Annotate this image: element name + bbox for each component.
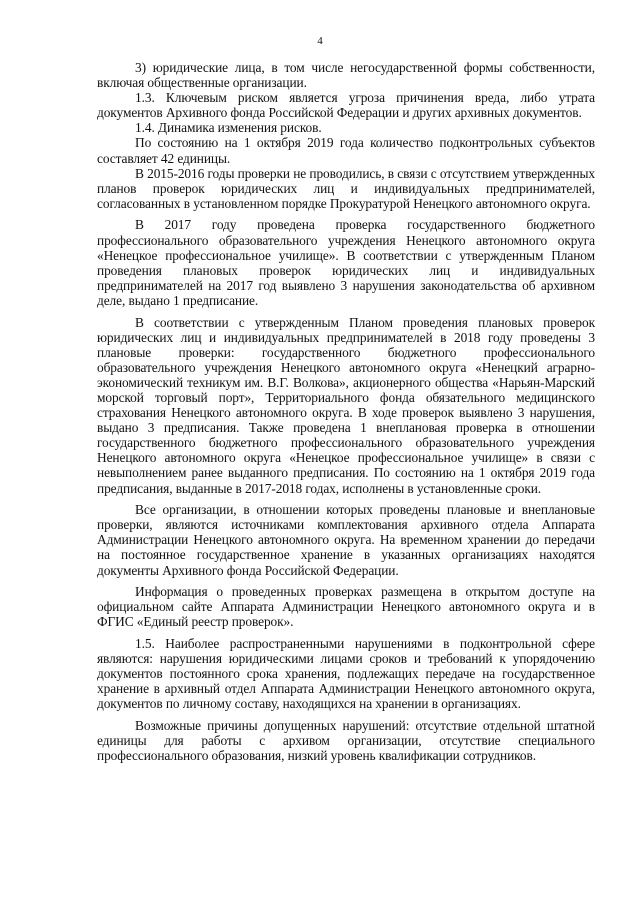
- paragraph-key-risk: 1.3. Ключевым риском является угроза причинения вреда, либо утрата документов Архивного фонда Российской Федерации и других архивных документов.: [97, 90, 595, 121]
- document-body: [97, 60, 595, 770]
- paragraph-common-violations: 1.5. Наиболее распространенными нарушениями в подконтрольной сфере являются: нарушения юридическими лицами сроков и требований к упорядочению документов постоянного срока хранения, подлежащих передаче на государственное хранение в архивный отдел Аппарата Администрации Ненецкого автономного округа, документов по личному составу, находящихся на хранении в организациях.: [97, 635, 595, 712]
- paragraph-2018: В соответствии с утвержденным Планом проведения плановых проверок юридических лиц и индивидуальных предпринимателей в 2018 году проведены 3 плановые проверки: государственного бюджетного профессионального образовательного учреждения Ненецкого автономного округа «Ненецкий аграрно-экономический техникум им. В.Г. Волкова», акционерного общества «Нарьян-Марский морской торговый порт», Территориального фонда обязательного медицинского страхования Ненецкого автономного округа. В ходе проверок выявлено 3 нарушения, выдано 3 предписания. Также проведена 1 внеплановая проверка в отношении государственного бюджетного профессионального образовательного учреждения Ненецкого автономного округа «Ненецкое профессиональное училище» в связи с невыполнением ранее выданного предписания. По состоянию на 1 октября 2019 года предписания, выданные в 2017-2018 годах, исполнены в установленные сроки.: [97, 314, 595, 496]
- paragraph-publication: Информация о проведенных проверках размещена в открытом доступе на официальном сайте Аппарата Администрации Ненецкого автономного округа и в ФГИС «Единый реестр проверок».: [97, 584, 595, 630]
- page-number: 4: [317, 35, 323, 47]
- paragraph-subjects-count: По состоянию на 1 октября 2019 года количество подконтрольных субъектов составляет 42 единицы.: [97, 135, 595, 166]
- paragraph-2017: В 2017 году проведена проверка государственного бюджетного профессионального образовательного учреждения Ненецкого автономного округа «Ненецкое профессиональное училище». В соответствии с утвержденным Планом проведения плановых проверок юридических лиц и индивидуальных предпринимателей на 2017 год выявлено 3 нарушения законодательства об архивном деле, выдано 1 предписание.: [97, 217, 595, 308]
- paragraph-legal-entities: 3) юридические лица, в том числе негосударственной формы собственности, включая общественные организации.: [97, 60, 595, 91]
- paragraph-2015-2016: В 2015-2016 годы проверки не проводились, в связи с отсутствием утвержденных планов проверок юридических лиц и индивидуальных предпринимателей, согласованных в установленном порядке Прокуратурой Ненецкого автономного округа.: [97, 165, 595, 211]
- paragraph-causes: Возможные причины допущенных нарушений: отсутствие отдельной штатной единицы для работы с архивом организации, отсутствие специального профессионального образования, низкий уровень квалификации сотрудников.: [97, 717, 595, 764]
- paragraph-risk-dynamics-heading: 1.4. Динамика изменения рисков.: [135, 120, 322, 136]
- paragraph-sources: Все организации, в отношении которых проведены плановые и внеплановые проверки, являются источниками комплектования архивного отдела Аппарата Администрации Ненецкого автономного округа. На временном хранении до передачи на постоянное государственное хранение в указанных организациях находятся документы Архивного фонда Российской Федерации.: [97, 502, 595, 578]
